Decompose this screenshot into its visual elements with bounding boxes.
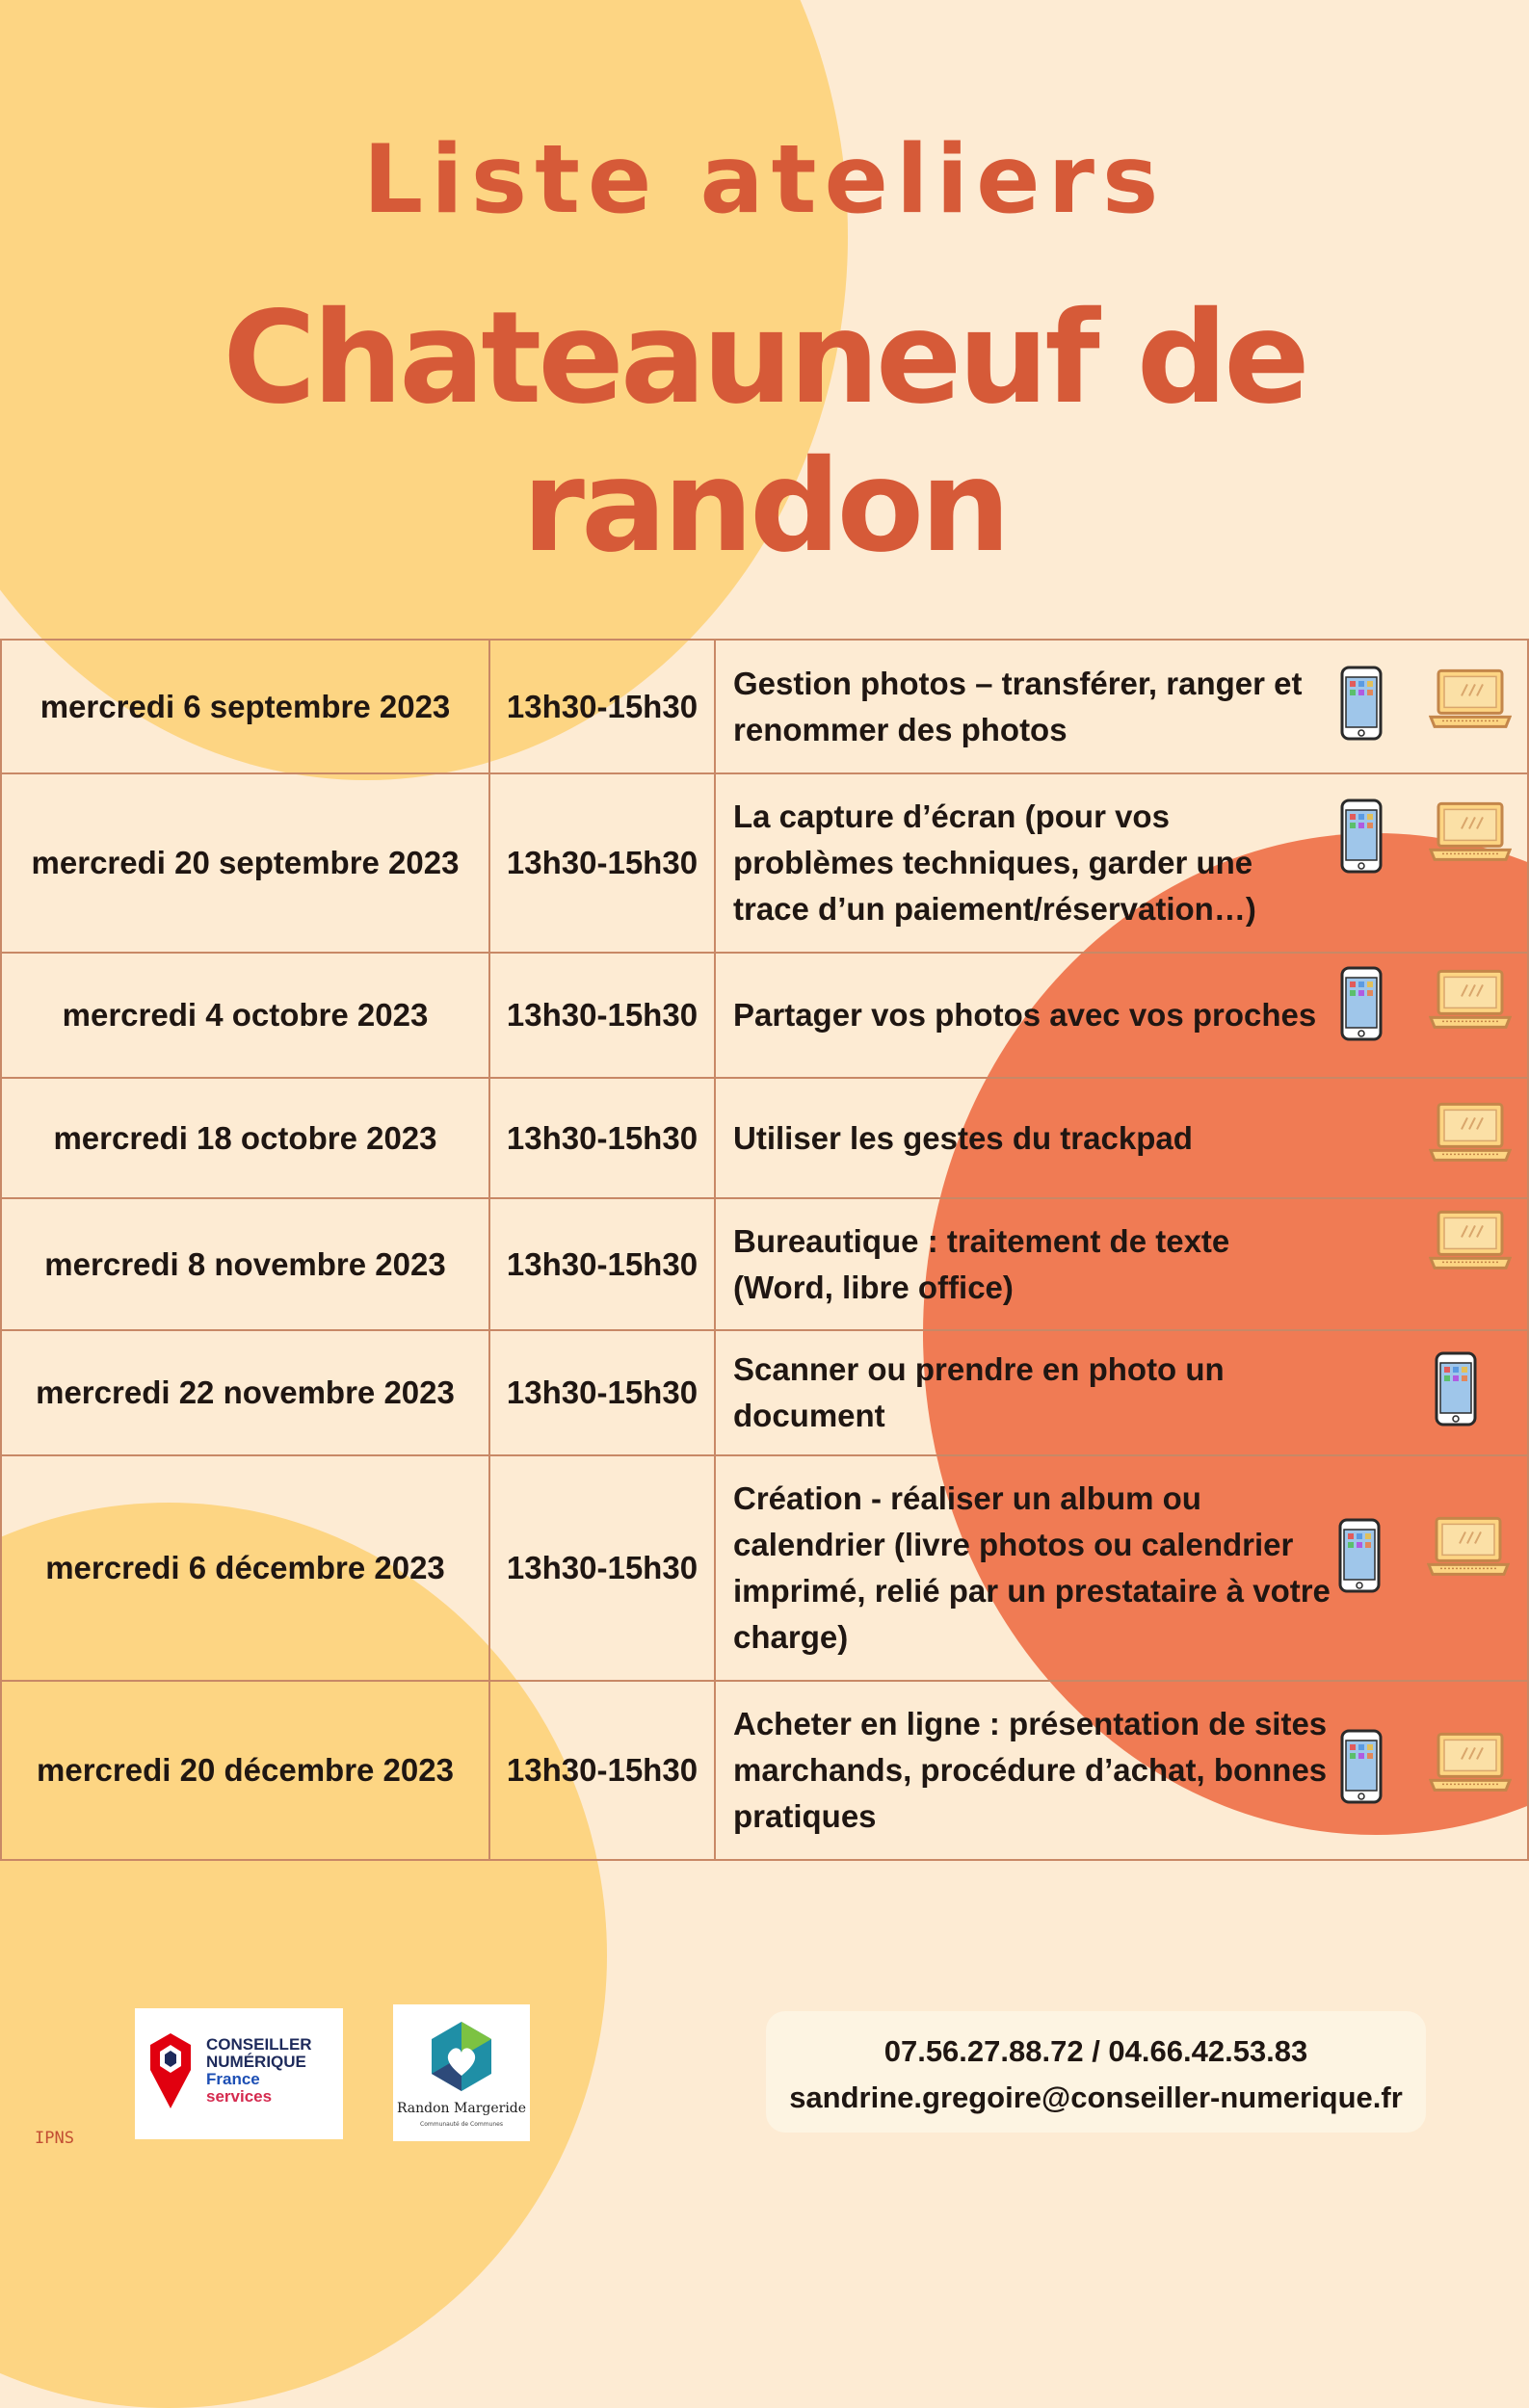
workshop-time: 13h30-15h30 [489, 953, 715, 1078]
workshop-topic: Scanner ou prendre en photo un document [733, 1351, 1225, 1433]
workshop-time: 13h30-15h30 [489, 1330, 715, 1455]
workshop-topic: Bureautique : traitement de texte (Word, libre office) [733, 1222, 1230, 1305]
workshop-date: mercredi 6 décembre 2023 [1, 1455, 489, 1681]
workshop-topic-cell [715, 640, 1528, 773]
workshop-time: 13h30-15h30 [489, 1681, 715, 1860]
table-row [1, 640, 1528, 773]
table-row [1, 1681, 1528, 1860]
ipns-mention: IPNS [35, 2129, 74, 2148]
table-row [1, 1198, 1528, 1330]
workshop-topic: Acheter en ligne : présentation de sites marchands, procédure d’achat, bonnes pratiques [733, 1706, 1328, 1834]
workshop-topic: La capture d’écran (pour vos problèmes techniques, garder une trace d’un paiement/réservation…) [733, 798, 1256, 927]
logo-line: services [206, 2087, 273, 2106]
workshop-topic: Utiliser les gestes du trackpad [733, 1119, 1193, 1156]
logo-line: NUMÉRIQUE [206, 2053, 306, 2071]
workshop-topic-cell [715, 1455, 1528, 1681]
title-liste-ateliers: Liste ateliers [362, 125, 1167, 235]
phone-icon [1340, 1729, 1383, 1812]
workshop-topic: Partager vos photos avec vos proches [733, 997, 1317, 1033]
logo-randon-margeride [393, 2004, 530, 2141]
laptop-icon [1429, 668, 1512, 738]
phone-icon [1338, 1518, 1381, 1601]
workshop-time: 13h30-15h30 [489, 1455, 715, 1681]
randon-logo-subtitle: Communauté de Communes [420, 2121, 503, 2128]
title-location: Chateauneuf de randon [223, 284, 1306, 581]
table-row [1, 1330, 1528, 1455]
workshop-topic-cell [715, 773, 1528, 953]
logo-conseiller-numerique [135, 2008, 343, 2139]
heart-hexagon-logo-icon [428, 2020, 495, 2098]
workshop-time: 13h30-15h30 [489, 1198, 715, 1330]
table-row [1, 1455, 1528, 1681]
table-row [1, 1078, 1528, 1198]
workshop-schedule-table [0, 639, 1529, 1861]
logo-line: CONSEILLER [206, 2035, 312, 2054]
workshop-date: mercredi 6 septembre 2023 [1, 640, 489, 773]
workshop-date: mercredi 18 octobre 2023 [1, 1078, 489, 1198]
phone-icon [1340, 666, 1383, 748]
workshop-topic-cell [715, 1330, 1528, 1455]
phone-icon [1340, 798, 1383, 881]
laptop-icon [1427, 1516, 1510, 1585]
workshop-date: mercredi 22 novembre 2023 [1, 1330, 489, 1455]
contact-box [766, 2011, 1426, 2133]
workshop-time: 13h30-15h30 [489, 640, 715, 773]
phone-icon [1435, 1351, 1477, 1434]
conseiller-logo-text [206, 2036, 312, 2106]
laptop-icon [1429, 1211, 1512, 1280]
phone-icon [1340, 966, 1383, 1049]
map-pin-logo-icon [146, 2031, 195, 2115]
workshop-topic-cell [715, 1198, 1528, 1330]
logo-line: France [206, 2070, 260, 2088]
workshop-date: mercredi 20 septembre 2023 [1, 773, 489, 953]
contact-phone-numbers: 07.56.27.88.72 / 04.66.42.53.83 [883, 2034, 1308, 2068]
workshop-time: 13h30-15h30 [489, 773, 715, 953]
workshop-topic-cell [715, 953, 1528, 1078]
workshop-topic: Création - réaliser un album ou calendrier (livre photos ou calendrier imprimé, relié par un prestataire à votre charge) [733, 1480, 1331, 1655]
laptop-icon [1429, 1102, 1512, 1171]
table-row [1, 773, 1528, 953]
workshop-topic-cell [715, 1078, 1528, 1198]
randon-logo-name: Randon Margeride [396, 2101, 527, 2116]
laptop-icon [1429, 1732, 1512, 1801]
laptop-icon [1429, 970, 1512, 1039]
workshop-date: mercredi 8 novembre 2023 [1, 1198, 489, 1330]
workshop-date: mercredi 20 décembre 2023 [1, 1681, 489, 1860]
workshop-topic: Gestion photos – transférer, ranger et renommer des photos [733, 665, 1303, 747]
contact-email: sandrine.gregoire@conseiller-numerique.fr [789, 2081, 1403, 2114]
laptop-icon [1429, 801, 1512, 871]
table-row [1, 953, 1528, 1078]
workshop-date: mercredi 4 octobre 2023 [1, 953, 489, 1078]
workshop-time: 13h30-15h30 [489, 1078, 715, 1198]
workshop-topic-cell [715, 1681, 1528, 1860]
